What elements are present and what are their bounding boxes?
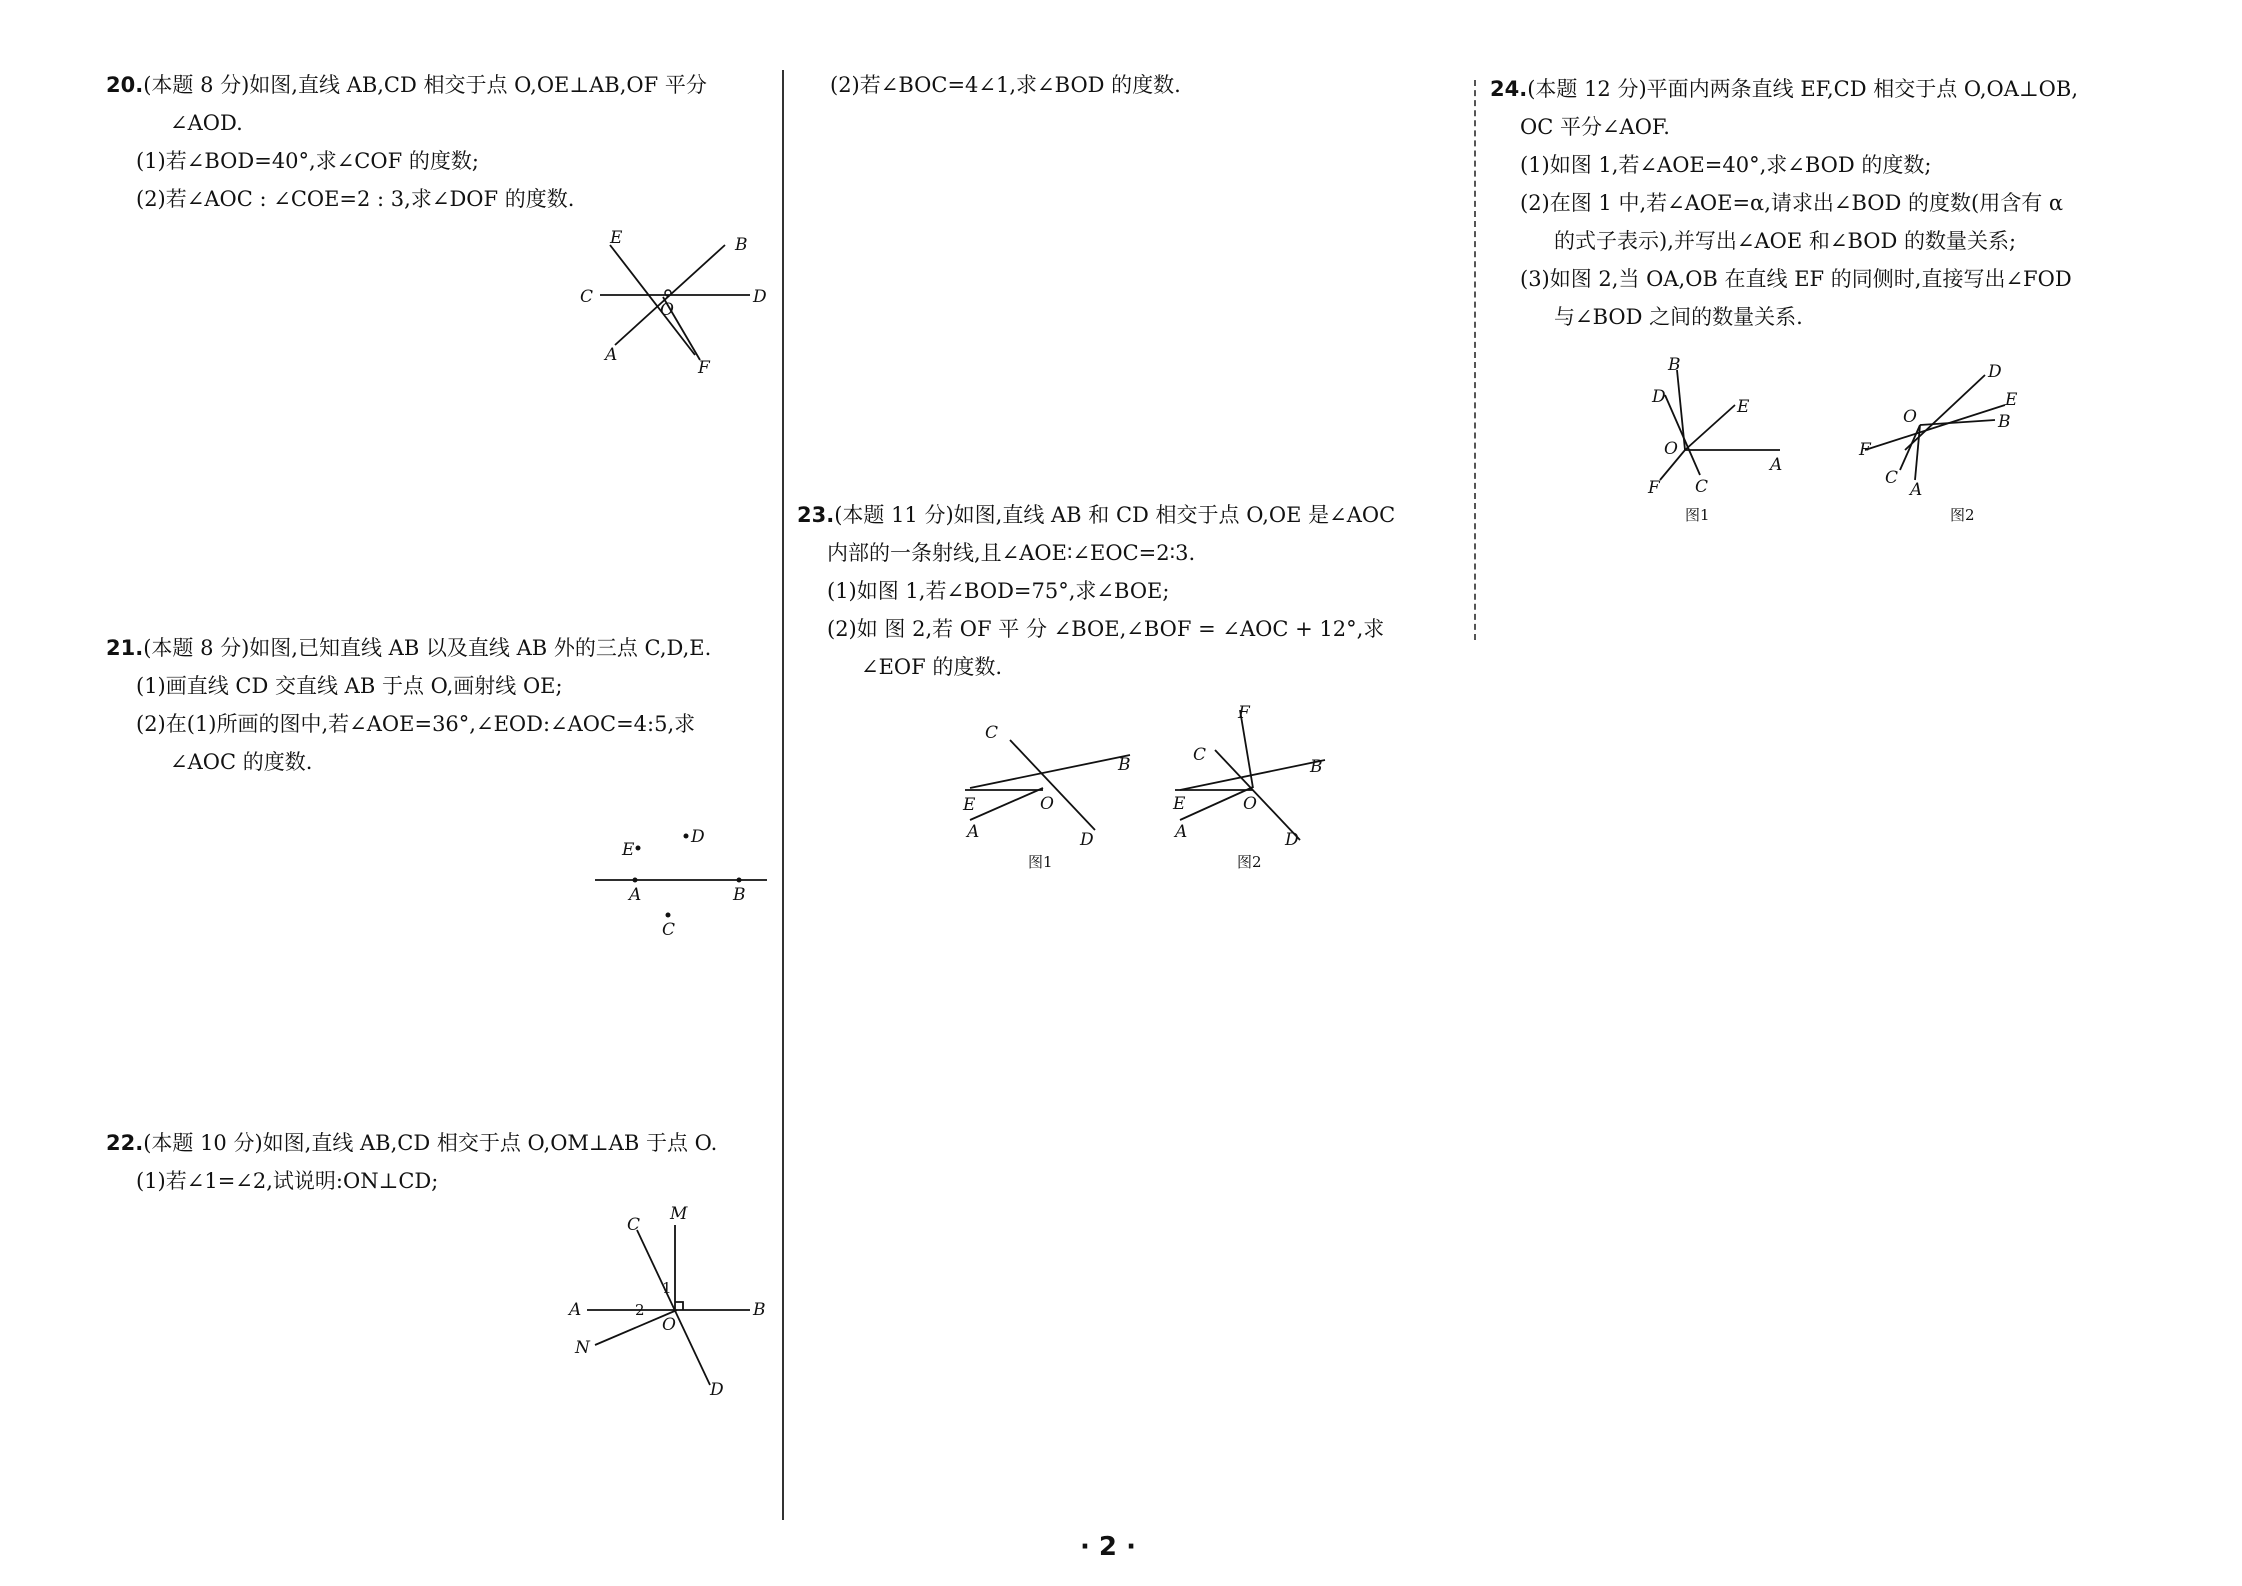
label-A: A: [1770, 455, 1783, 475]
question-22-continued: [830, 66, 1460, 104]
question-part-2-cont: ∠AOC 的度数.: [170, 750, 313, 774]
question-24: [1490, 70, 2230, 336]
question-number: 20.: [106, 73, 144, 97]
column-divider-left: [782, 70, 784, 1520]
question-stem-cont: OC 平分∠AOF.: [1520, 115, 1670, 139]
question-number: 21.: [106, 636, 144, 660]
label-O: O: [660, 300, 674, 320]
question-22: [106, 1124, 776, 1200]
label-A: A: [967, 822, 980, 842]
label-O: O: [1664, 439, 1678, 459]
question-23: [797, 496, 1477, 686]
label-C: C: [1193, 745, 1207, 765]
label-F: F: [1238, 705, 1250, 723]
question-part-3-cont: 与∠BOD 之间的数量关系.: [1554, 305, 1803, 329]
question-20: [106, 66, 776, 218]
label-D: D: [1988, 362, 2002, 382]
label-M: M: [670, 1205, 688, 1224]
label-O: O: [1903, 407, 1917, 427]
question-part-1: (1)若∠1=∠2,试说明:ON⊥CD;: [136, 1169, 439, 1193]
question-stem: (本题 8 分)如图,直线 AB,CD 相交于点 O,OE⊥AB,OF 平分: [143, 73, 707, 97]
figure-q23-1: [955, 720, 1155, 870]
label-D: D: [710, 1380, 724, 1395]
label-C: C: [627, 1215, 641, 1235]
label-O: O: [1243, 794, 1257, 814]
question-stem-cont: 内部的一条射线,且∠AOE∶∠EOC=2∶3.: [827, 541, 1196, 565]
label-D: D: [691, 827, 705, 847]
label-C: C: [985, 723, 999, 743]
label-D: D: [1652, 387, 1666, 407]
label-A: A: [1175, 822, 1188, 842]
label-O: O: [662, 1315, 676, 1335]
label-E: E: [1737, 397, 1750, 417]
question-stem-cont: ∠AOD.: [170, 111, 243, 135]
label-E: E: [963, 795, 976, 815]
label-C: C: [662, 920, 676, 940]
label-E: E: [1173, 794, 1186, 814]
question-part-2: (2)如 图 2,若 OF 平 分 ∠BOE,∠BOF = ∠AOC + 12°,求: [827, 617, 1385, 641]
figure-q20: [570, 225, 770, 375]
question-part-1: (1)画直线 CD 交直线 AB 于点 O,画射线 OE;: [136, 674, 563, 698]
label-A: A: [605, 345, 618, 365]
label-angle-1: 1: [662, 1279, 672, 1297]
label-A: A: [1910, 480, 1923, 500]
label-D: D: [753, 287, 767, 307]
figure-q24-1: [1640, 355, 1800, 530]
question-part-2: (2)在图 1 中,若∠AOE=α,请求出∠BOD 的度数(用含有 α: [1520, 191, 2064, 215]
question-stem: (本题 10 分)如图,直线 AB,CD 相交于点 O,OM⊥AB 于点 O.: [143, 1131, 718, 1155]
figure-q21: [585, 820, 775, 940]
figure-caption: 图2: [1237, 853, 1262, 870]
label-E: E: [610, 228, 623, 248]
question-part-2: (2)在(1)所画的图中,若∠AOE=36°,∠EOD:∠AOC=4:5,求: [136, 712, 696, 736]
label-angle-2: 2: [635, 1301, 645, 1319]
question-number: 23.: [797, 503, 835, 527]
question-stem: (本题 11 分)如图,直线 AB 和 CD 相交于点 O,OE 是∠AOC: [834, 503, 1396, 527]
label-B: B: [1118, 755, 1131, 775]
question-part-2-cont: ∠EOF 的度数.: [861, 655, 1003, 679]
label-B: B: [733, 885, 746, 905]
question-part-2-cont: 的式子表示),并写出∠AOE 和∠BOD 的数量关系;: [1554, 229, 2017, 253]
question-part-1: (1)如图 1,若∠BOD=75°,求∠BOE;: [827, 579, 1170, 603]
figure-caption: 图1: [1028, 853, 1053, 870]
label-B: B: [1668, 355, 1681, 375]
question-21: [106, 629, 776, 781]
question-number: 22.: [106, 1131, 144, 1155]
label-B: B: [1310, 757, 1323, 777]
label-F: F: [698, 358, 710, 375]
label-A: A: [629, 885, 642, 905]
label-C: C: [1695, 477, 1709, 497]
label-O: O: [1040, 794, 1054, 814]
question-part-3: (3)如图 2,当 OA,OB 在直线 EF 的同侧时,直接写出∠FOD: [1520, 267, 2072, 291]
figure-caption: 图2: [1950, 506, 1975, 524]
label-C: C: [1885, 468, 1899, 488]
figure-q22: [565, 1205, 775, 1395]
label-B: B: [753, 1300, 766, 1320]
label-N: N: [575, 1338, 590, 1358]
label-E: E: [622, 840, 635, 860]
question-part-2: (2)若∠AOC : ∠COE=2 : 3,求∠DOF 的度数.: [136, 187, 575, 211]
page-number: · 2 ·: [1080, 1532, 1136, 1562]
question-part-1: (1)若∠BOD=40°,求∠COF 的度数;: [136, 149, 479, 173]
label-A: A: [569, 1300, 582, 1320]
question-stem: (本题 8 分)如图,已知直线 AB 以及直线 AB 外的三点 C,D,E.: [143, 636, 712, 660]
label-B: B: [735, 235, 748, 255]
question-part-1: (1)如图 1,若∠AOE=40°,求∠BOD 的度数;: [1520, 153, 1932, 177]
label-C: C: [580, 287, 594, 307]
question-part-2: (2)若∠BOC=4∠1,求∠BOD 的度数.: [830, 73, 1181, 97]
label-F: F: [1648, 478, 1660, 498]
label-F: F: [1859, 440, 1871, 460]
label-E: E: [2005, 390, 2018, 410]
figure-q24-2: [1855, 355, 2035, 530]
figure-caption: 图1: [1685, 506, 1710, 524]
question-number: 24.: [1490, 77, 1528, 101]
label-D: D: [1080, 830, 1094, 850]
label-D: D: [1285, 830, 1299, 850]
figure-q23-2: [1160, 705, 1360, 870]
label-B: B: [1998, 412, 2011, 432]
question-stem: (本题 12 分)平面内两条直线 EF,CD 相交于点 O,OA⊥OB,: [1527, 77, 2079, 101]
